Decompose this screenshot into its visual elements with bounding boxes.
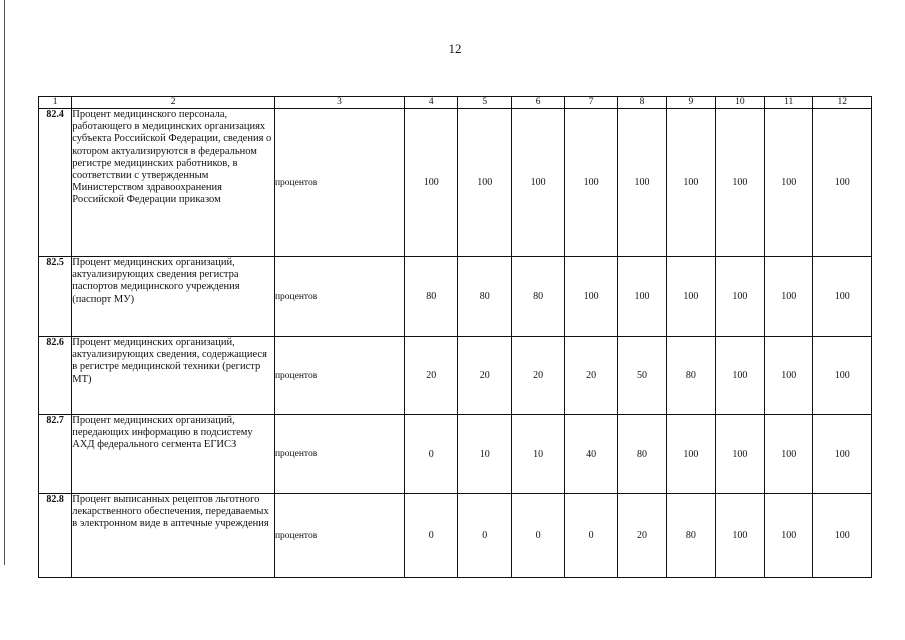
table-row xyxy=(39,257,872,337)
indicator-value: 100 xyxy=(765,257,813,337)
indicator-value: 100 xyxy=(715,337,764,415)
indicator-value: 100 xyxy=(405,109,458,257)
column-header: 7 xyxy=(565,97,617,109)
indicator-value: 100 xyxy=(715,257,764,337)
column-header: 11 xyxy=(765,97,813,109)
indicator-value: 20 xyxy=(617,494,666,578)
column-header: 5 xyxy=(458,97,511,109)
indicator-value: 20 xyxy=(565,337,617,415)
indicator-value: 10 xyxy=(511,415,564,494)
indicator-value: 80 xyxy=(667,337,715,415)
indicator-value: 100 xyxy=(565,257,617,337)
indicator-value: 0 xyxy=(405,415,458,494)
indicator-value: 80 xyxy=(511,257,564,337)
indicator-value: 100 xyxy=(667,109,715,257)
indicator-value: 100 xyxy=(813,415,872,494)
table-row xyxy=(39,415,872,494)
indicator-value: 100 xyxy=(765,337,813,415)
indicator-number: 82.7 xyxy=(39,415,72,494)
indicator-value: 100 xyxy=(617,257,666,337)
column-header: 12 xyxy=(813,97,872,109)
table-row xyxy=(39,337,872,415)
indicators-table xyxy=(38,96,872,578)
indicator-value: 100 xyxy=(511,109,564,257)
indicator-number: 82.4 xyxy=(39,109,72,257)
indicator-value: 100 xyxy=(813,257,872,337)
indicator-value: 100 xyxy=(813,109,872,257)
indicator-number: 82.5 xyxy=(39,257,72,337)
indicator-name: Процент медицинских организаций, актуализирующих сведения регистра паспортов медицинского учреждения (паспорт МУ) xyxy=(72,257,275,337)
column-header: 2 xyxy=(72,97,275,109)
indicator-value: 100 xyxy=(667,415,715,494)
indicator-value: 100 xyxy=(715,415,764,494)
indicator-value: 10 xyxy=(458,415,511,494)
indicator-unit: процентов xyxy=(274,494,404,578)
indicator-unit: процентов xyxy=(274,257,404,337)
indicator-value: 0 xyxy=(565,494,617,578)
indicator-value: 100 xyxy=(617,109,666,257)
indicator-value: 100 xyxy=(667,257,715,337)
indicator-value: 80 xyxy=(617,415,666,494)
column-header: 8 xyxy=(617,97,666,109)
indicator-value: 100 xyxy=(813,337,872,415)
indicator-value: 80 xyxy=(667,494,715,578)
indicator-name: Процент медицинского персонала, работающего в медицинских организациях субъекта Российской Федерации, сведения о котором актуализируются в федеральном регистре медицинских работников, в соответствии с утвержденным Министерством здравоохранения Российской Федерации приказом xyxy=(72,109,275,257)
indicator-unit: процентов xyxy=(274,337,404,415)
table-row xyxy=(39,494,872,578)
indicator-value: 100 xyxy=(715,109,764,257)
page-number: 12 xyxy=(448,41,462,56)
indicator-value: 80 xyxy=(405,257,458,337)
indicator-number: 82.6 xyxy=(39,337,72,415)
indicator-name: Процент медицинских организаций, актуализирующих сведения, содержащиеся в регистре медицинской техники (регистр МТ) xyxy=(72,337,275,415)
table-header-row xyxy=(39,97,872,109)
indicator-value: 100 xyxy=(765,415,813,494)
indicator-number: 82.8 xyxy=(39,494,72,578)
indicator-value: 100 xyxy=(565,109,617,257)
indicator-value: 80 xyxy=(458,257,511,337)
indicator-name: Процент выписанных рецептов льготного лекарственного обеспечения, передаваемых в электронном виде в аптечные учреждения xyxy=(72,494,275,578)
column-header: 6 xyxy=(511,97,564,109)
indicator-value: 20 xyxy=(458,337,511,415)
indicator-value: 100 xyxy=(813,494,872,578)
indicator-value: 0 xyxy=(405,494,458,578)
indicator-unit: процентов xyxy=(274,109,404,257)
column-header: 9 xyxy=(667,97,715,109)
indicator-value: 100 xyxy=(715,494,764,578)
indicator-value: 40 xyxy=(565,415,617,494)
indicator-value: 50 xyxy=(617,337,666,415)
column-header: 4 xyxy=(405,97,458,109)
column-header: 3 xyxy=(274,97,404,109)
table-row xyxy=(39,109,872,257)
indicator-value: 20 xyxy=(405,337,458,415)
left-margin-rule xyxy=(4,0,5,565)
column-header: 1 xyxy=(39,97,72,109)
indicator-unit: процентов xyxy=(274,415,404,494)
indicator-name: Процент медицинских организаций, передающих информацию в подсистему АХД федерального сегмента ЕГИСЗ xyxy=(72,415,275,494)
indicator-value: 100 xyxy=(765,494,813,578)
indicator-value: 0 xyxy=(458,494,511,578)
column-header: 10 xyxy=(715,97,764,109)
indicator-value: 100 xyxy=(458,109,511,257)
indicator-value: 0 xyxy=(511,494,564,578)
indicator-value: 20 xyxy=(511,337,564,415)
indicator-value: 100 xyxy=(765,109,813,257)
